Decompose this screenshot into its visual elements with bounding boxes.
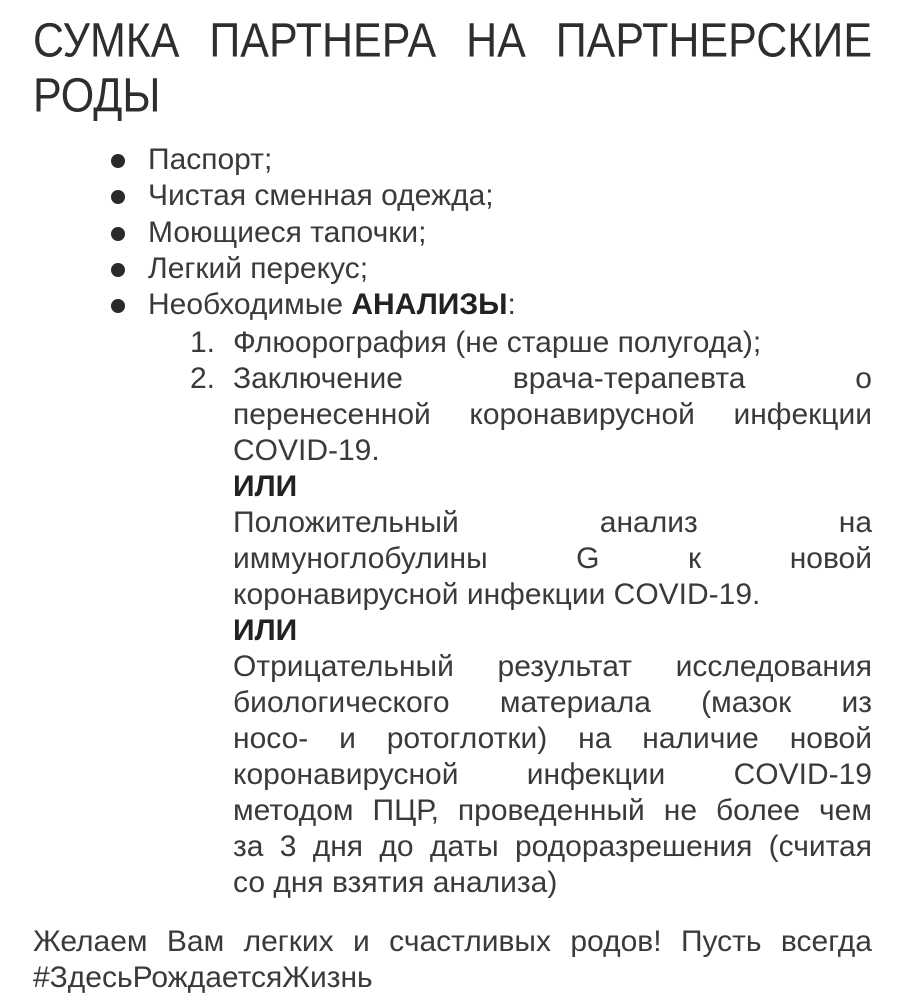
text-line: за 3 дня до даты родоразрешения (считая (233, 830, 872, 863)
bullet-icon (111, 299, 125, 313)
list-number: 2. (190, 362, 216, 395)
analyses-suffix: : (507, 288, 516, 322)
text-line: иммуноглобулины G к новой (233, 542, 872, 575)
text-line: Флюорография (не старше полугода); (233, 326, 762, 359)
list-item (108, 251, 516, 287)
text-line: Заключение врача-терапевта о (233, 362, 872, 395)
list-item-text: Чистая сменная одежда; (148, 179, 494, 213)
text-line: биологического материала (мазок из (233, 686, 872, 719)
text-line: Отрицательный результат исследования (233, 650, 872, 683)
list-item (108, 178, 516, 214)
bullet-icon (111, 190, 125, 204)
closing-paragraph (33, 924, 872, 996)
text-line: коронавирусной инфекции COVID-19. (233, 578, 761, 611)
analyses-bold: АНАЛИЗЫ (351, 288, 508, 322)
or-label: ИЛИ (233, 614, 298, 647)
list-item-text: Паспорт; (148, 143, 273, 176)
text-line: методом ПЦР, проведенный не более чем (233, 794, 872, 827)
list-item (108, 142, 516, 178)
or-label: ИЛИ (233, 470, 298, 503)
text-line: перенесенной коронавирусной инфекции (233, 398, 872, 431)
list-item-text: Легкий перекус; (148, 251, 369, 285)
numbered-item-text (233, 361, 872, 901)
bullet-icon (111, 154, 125, 168)
title-line-2: РОДЫ (33, 69, 161, 123)
bullet-list (108, 142, 516, 323)
text-line: коронавирусной инфекции COVID-19 (233, 758, 872, 791)
list-item-text: Моющиеся тапочки; (148, 215, 427, 249)
list-item-analyses (108, 287, 516, 323)
bullet-icon (111, 227, 125, 241)
closing-line-1: Желаем Вам легких и счастливых родов! Пусть всегда (33, 925, 872, 958)
bullet-icon (111, 263, 125, 277)
text-line: носо- и ротоглотки) на наличие новой (233, 722, 872, 755)
numbered-item-text (233, 325, 872, 361)
analyses-prefix: Необходимые (148, 288, 352, 322)
page-title (33, 14, 872, 124)
list-item (108, 215, 516, 251)
text-line: со дня взятия анализа) (233, 866, 558, 899)
list-number: 1. (190, 326, 216, 359)
text-line: COVID-19. (233, 434, 380, 467)
title-line-1: СУМКА ПАРТНЕРА НА ПАРТНЕРСКИЕ (33, 14, 872, 68)
text-line: Положительный анализ на (233, 506, 872, 539)
hashtag: #ЗдесьРождаетсяЖизнь (33, 961, 373, 994)
